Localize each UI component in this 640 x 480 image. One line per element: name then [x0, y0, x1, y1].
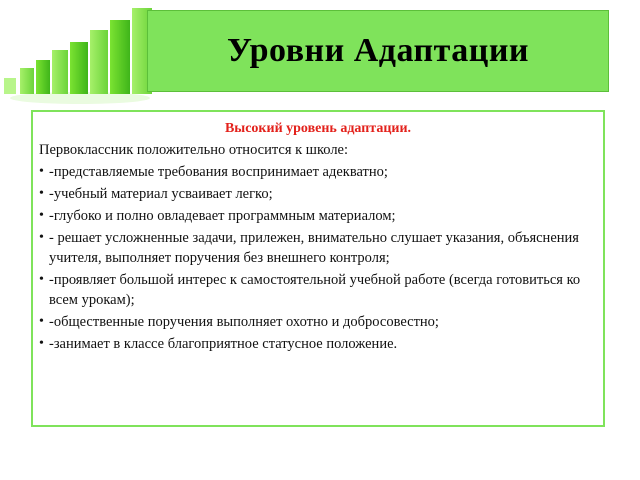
- content-box: [31, 110, 605, 427]
- list-item: • -глубоко и полно овладевает программным материалом;: [39, 206, 597, 226]
- title-bar: [147, 10, 609, 92]
- list-item: • -занимает в классе благоприятное статусное положение.: [39, 334, 597, 354]
- list-item: • -проявляет большой интерес к самостоятельной учебной работе (всегда готовиться ко всем урокам);: [39, 270, 597, 310]
- slide-title: Уровни Адаптации: [226, 32, 530, 69]
- list-item: • -общественные поручения выполняет охотно и добросовестно;: [39, 312, 597, 332]
- intro-text: Первоклассник положительно относится к школе:: [39, 142, 349, 158]
- bar-chart-logo-icon: [0, 0, 170, 110]
- list-item: • -представляемые требования воспринимает адекватно;: [39, 162, 597, 182]
- adaptation-level-heading: Высокий уровень адаптации.: [224, 121, 412, 136]
- list-item: • -учебный материал усваивает легко;: [39, 184, 597, 204]
- list-item: • - решает усложненные задачи, прилежен, внимательно слушает указания, объяснения учителя, выполняет поручения без внешнего контроля;: [39, 228, 597, 268]
- criteria-list: [39, 162, 597, 354]
